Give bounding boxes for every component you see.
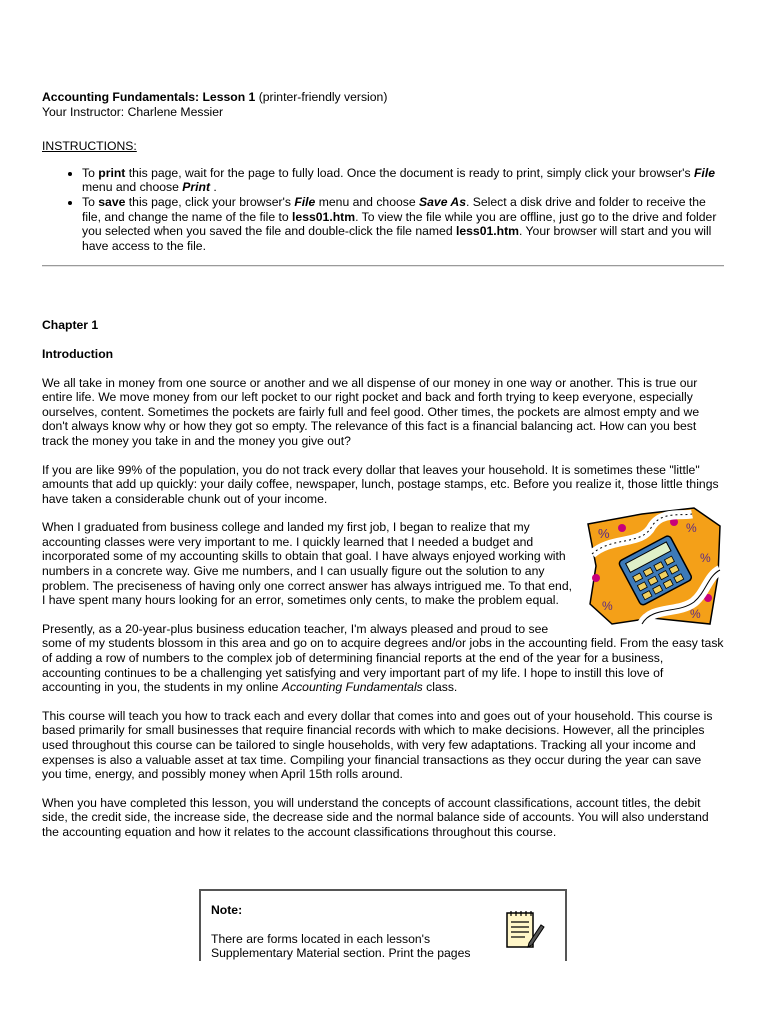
lesson-title-bold: Accounting Fundamentals: Lesson 1 <box>42 90 256 104</box>
instructions-list <box>42 166 724 254</box>
page-bottom-margin <box>0 961 768 1024</box>
paragraph-1: We all take in money from one source or another and we all dispense of our money in one way or another. This is true our entire life. We move money from our left pocket to our right pocket and back and forth trying to keep everyone, especially ourselves, content. Sometimes the pockets are fairly full and feel good. Other times, the pockets are almost empty and we don't always know why or how they got so empty. The relevance of this fact is a financial balancing act. How can you best track the money you take in and the money you give out? <box>42 375 700 448</box>
lesson-title-suffix: (printer-friendly version) <box>255 90 388 104</box>
paragraph-4: Presently, as a 20-year-plus business education teacher, I'm always pleased and proud to see some of my students blossom in this area and go on to acquire degrees and/or jobs in the accounting field. From the easy task of adding a row of numbers to the complex job of determining financial reports at the end of the year for a business, accounting continues to be a challenging yet satisfying and very important part of my life. I hope to instill this love of accounting in you, the students in my online Accounting Fundamentals class. <box>42 621 724 695</box>
svg-text:%: % <box>700 551 711 566</box>
paragraph-2: If you are like 99% of the population, you do not track every dollar that leaves your household. It is sometimes these "little" amounts that add up quickly: your daily coffee, newspaper, lunch, postage stamps, etc. Before you realize it, those little things have taken a considerable chunk out of your income. <box>42 462 719 506</box>
svg-text:%: % <box>690 607 701 622</box>
instructor-line: Your Instructor: Charlene Messier <box>42 104 224 119</box>
note-box <box>199 889 567 969</box>
section-heading: Introduction <box>42 346 114 361</box>
horizontal-divider <box>42 265 724 267</box>
calculator-clipart-icon <box>582 506 724 630</box>
instructions-heading: INSTRUCTIONS: <box>42 139 137 154</box>
instruction-print: • To print this page, wait for the page to fully load. Once the document is ready to print, simply click your browser's File menu and choose Print . <box>82 166 724 195</box>
chapter-heading: Chapter 1 <box>42 318 99 333</box>
svg-text:%: % <box>598 526 610 542</box>
paragraph-6: When you have completed this lesson, you will understand the concepts of account classifications, account titles, the debit side, the credit side, the increase side, the decrease side and the normal balance side of accounts. You will also understand the accounting equation and how it relates to the account classifications throughout this course. <box>42 795 709 839</box>
notepad-pencil-icon <box>503 907 545 953</box>
document-content <box>42 90 724 840</box>
note-text: There are forms located in each lesson's Supplementary Material section. Print the pages <box>211 931 471 961</box>
svg-text:%: % <box>686 521 697 536</box>
note-title: Note: <box>211 903 243 917</box>
paragraph-5: This course will teach you how to track each and every dollar that comes into and goes out of your household. This course is based primarily for small businesses that require financial records with which to make decisions. However, all the principles used throughout this course can be tailored to single households, with very few adaptations. Tracking all your income and expenses is also a valuable asset at tax time. Compiling your financial transactions as they occur during the year can save you time, energy, and possibly money when April 15th rolls around. <box>42 708 713 782</box>
instruction-save: • To save this page, click your browser's File menu and choose Save As. Select a disk drive and folder to receive the file, and change the name of the file to less01.htm. To view the file while you are offline, just go to the drive and folder you selected when you saved the file and double-click the file named less01.htm. Your browser will start and you will have access to the file. <box>82 195 724 253</box>
paragraph-3: When I graduated from business college and landed my first job, I began to realize that my accounting classes were very important to me. I quickly learned that I needed a budget and incorporated some of my accounting skills to obtain that goal. I have always enjoyed working with numbers in a concrete way. Give me numbers, and I can usually figure out the solution to any problem. The preciseness of having only one correct answer has always intrigued me. To that end, I have spent many hours looking for an error, sometimes only cents, to make the problem equal. <box>42 520 572 608</box>
svg-text:%: % <box>602 599 613 614</box>
lesson-title <box>42 90 724 105</box>
